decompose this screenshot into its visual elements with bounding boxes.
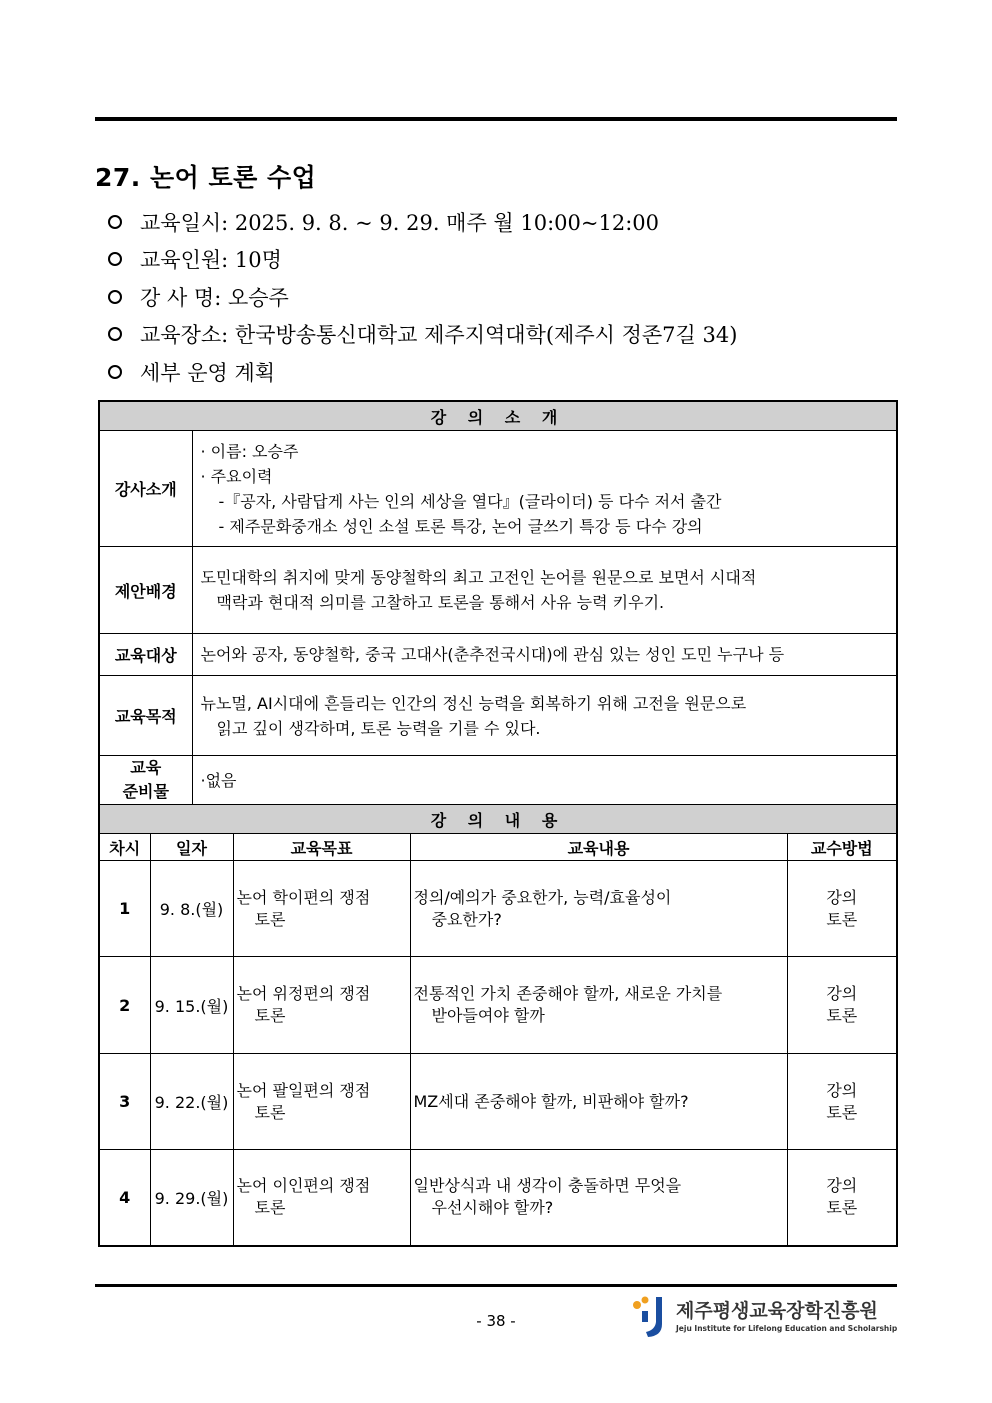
info-item-date: 교육일시: 2025. 9. 8. ~ 9. 29. 매주 월 10:00~12:00: [108, 203, 737, 241]
circle-bullet-icon: [108, 327, 122, 341]
background-text: 도민대학의 취지에 맞게 동양철학의 최고 고전인 논어를 원문으로 보면서 시대적 맥락과 현대적 의미를 고찰하고 토론을 통해서 사유 능력 키우기.: [192, 547, 897, 634]
institute-logo: [628, 1294, 898, 1340]
col-header-session: 차시: [99, 834, 150, 861]
table-row: 4 9. 29.(월) 논어 이인편의 쟁점 토론 일반상식과 내 생각이 충돌하면 무엇을 우선시해야 할까? 강의 토론: [99, 1150, 897, 1246]
circle-bullet-icon: [108, 365, 122, 379]
materials-label: 교육 준비물: [99, 756, 192, 805]
top-rule: [95, 117, 897, 121]
col-header-goal: 교육목표: [233, 834, 410, 861]
table-row: 3 9. 22.(월) 논어 팔일편의 쟁점 토론 MZ세대 존중해야 할까, 비판해야 할까? 강의 토론: [99, 1054, 897, 1150]
table-row: 1 9. 8.(월) 논어 학이편의 쟁점 토론 정의/예의가 중요한가, 능력/효율성이 중요한가? 강의 토론: [99, 861, 897, 957]
goal-text: 뉴노멀, AI시대에 흔들리는 인간의 정신 능력을 회복하기 위해 고전을 원문으로 읽고 깊이 생각하며, 토론 능력을 기를 수 있다.: [192, 676, 897, 756]
col-header-content: 교육내용: [410, 834, 787, 861]
col-header-method: 교수방법: [787, 834, 897, 861]
plan-table: [98, 400, 898, 1247]
info-item-plan: 세부 운영 계획: [108, 353, 737, 391]
materials-text: ·없음: [192, 756, 897, 805]
table-row: 2 9. 15.(월) 논어 위정편의 쟁점 토론 전통적인 가치 존중해야 할까, 새로운 가치를 받아들여야 할까 강의 토론: [99, 957, 897, 1054]
circle-bullet-icon: [108, 215, 122, 229]
intro-header: 강 의 소 개: [99, 401, 897, 431]
circle-bullet-icon: [108, 252, 122, 266]
background-label: 제안배경: [99, 547, 192, 634]
section-title: 27. 논어 토론 수업: [95, 163, 317, 192]
institute-name: 제주평생교육장학진흥원: [676, 1300, 878, 1322]
target-label: 교육대상: [99, 634, 192, 676]
circle-bullet-icon: [108, 290, 122, 304]
goal-label: 교육목적: [99, 676, 192, 756]
col-header-date: 일자: [150, 834, 233, 861]
instructor-info: · 이름: 오승주 · 주요이력 -『공자, 사람답게 사는 인의 세상을 열다』(글라이더) 등 다수 저서 출간 - 제주문화중개소 성인 소설 토론 특강, 논어 글쓰기 특강 등 다수 강의: [192, 431, 897, 547]
institute-subtitle: Jeju Institute for Lifelong Education and Scholarship: [676, 1324, 898, 1333]
target-text: 논어와 공자, 동양철학, 중국 고대사(춘추전국시대)에 관심 있는 성인 도민 누구나 등: [192, 634, 897, 676]
info-list: [108, 203, 737, 391]
page-number: - 38 -: [476, 1312, 516, 1330]
bottom-rule: [95, 1284, 897, 1287]
info-item-instructor: 강 사 명: 오승주: [108, 278, 737, 316]
info-item-location: 교육장소: 한국방송통신대학교 제주지역대학(제주시 정존7길 34): [108, 316, 737, 354]
institute-logo-icon: [628, 1294, 672, 1340]
content-header: 강 의 내 용: [99, 805, 897, 834]
instructor-label: 강사소개: [99, 431, 192, 547]
info-item-count: 교육인원: 10명: [108, 241, 737, 279]
